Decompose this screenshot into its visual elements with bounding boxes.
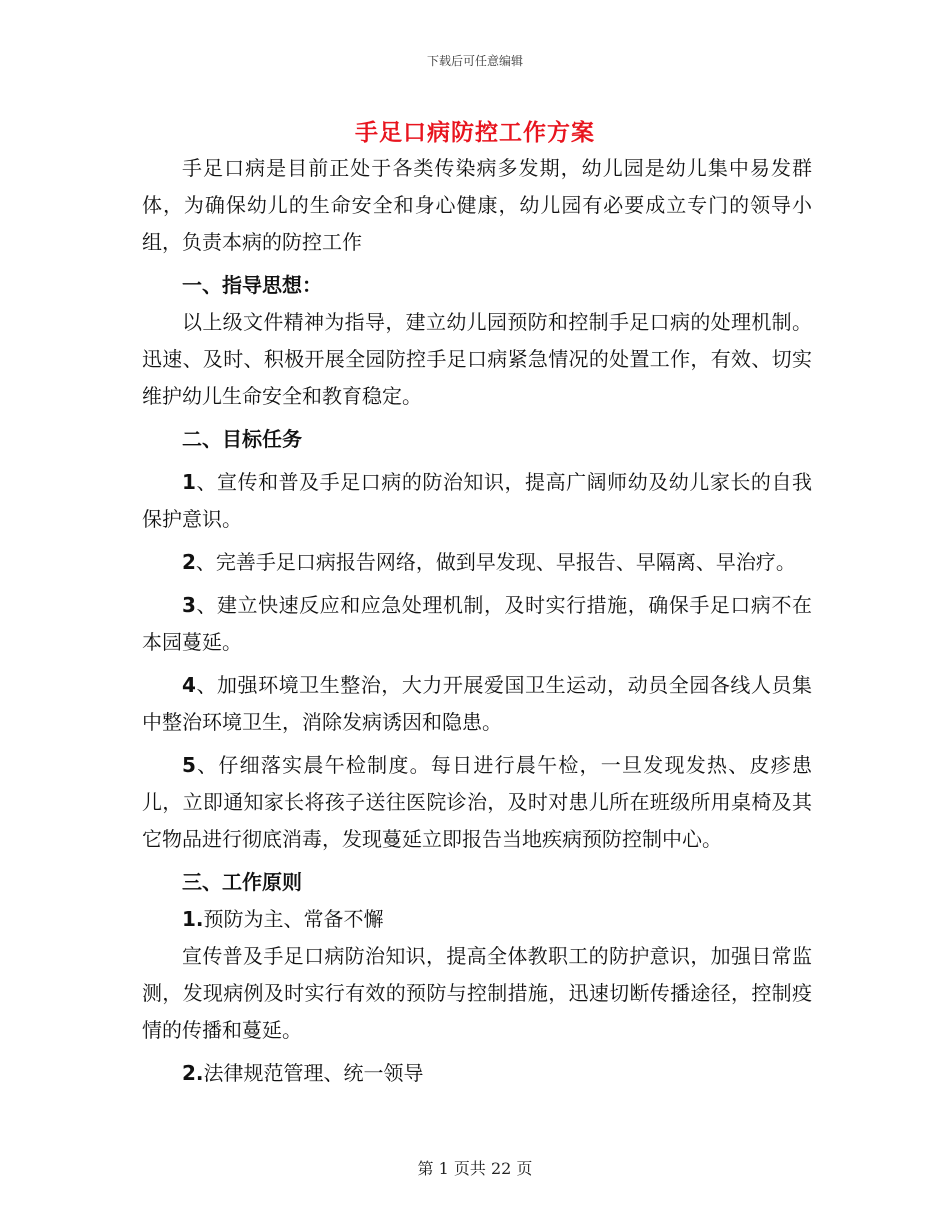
- list-item-number: 2: [182, 550, 196, 574]
- list-item-number: 5: [182, 753, 196, 777]
- subsection-number: 2.: [182, 1061, 204, 1085]
- list-item-number: 1: [182, 470, 196, 494]
- subsection1-title: [142, 901, 812, 938]
- section3-heading: 三、工作原则: [182, 870, 302, 894]
- subsection-title-text: 法律规范管理、统一领导: [203, 1061, 424, 1085]
- section1-body: 以上级文件精神为指导，建立幼儿园预防和控制手足口病的处理机制。迅速、及时、积极开展全园防控手足口病紧急情况的处置工作，有效、切实维护幼儿生命安全和教育稳定。: [142, 310, 812, 408]
- subsection1-body: 宣传普及手足口病防治知识，提高全体教职工的防护意识，加强日常监测，发现病例及时实行有效的预防与控制措施，迅速切断传播途径，控制疫情的传播和蔓延。: [142, 944, 812, 1042]
- subsection-title-text: 预防为主、常备不懈: [203, 907, 384, 931]
- list-item: [142, 464, 812, 538]
- list-item-text: 、建立快速反应和应急处理机制，及时实行措施，确保手足口病不在本园蔓延。: [142, 593, 812, 654]
- subsection2-title: [142, 1055, 812, 1092]
- list-item: [142, 544, 812, 581]
- section2-heading: 二、目标任务: [182, 427, 302, 451]
- header-note: 下载后可任意编辑: [426, 54, 523, 68]
- section1-heading: 一、指导思想：: [182, 273, 322, 297]
- list-item: [142, 667, 812, 741]
- list-item-number: 3: [182, 593, 196, 617]
- list-item: [142, 587, 812, 661]
- document-title: 手足口病防控工作方案: [355, 119, 595, 146]
- document-body: [142, 150, 812, 1092]
- list-item-text: 、完善手足口病报告网络，做到早发现、早报告、早隔离、早治疗。: [195, 550, 796, 574]
- list-item-text: 、仔细落实晨午检制度。每日进行晨午检，一旦发现发热、皮疹患儿，立即通知家长将孩子送往医院诊治，及时对患儿所在班级所用桌椅及其它物品进行彻底消毒，发现蔓延立即报告当地疾病预防控制中心。: [142, 753, 812, 851]
- list-item-text: 、宣传和普及手足口病的防治知识，提高广阔师幼及幼儿家长的自我保护意识。: [142, 470, 812, 531]
- intro-paragraph: 手足口病是目前正处于各类传染病多发期，幼儿园是幼儿集中易发群体，为确保幼儿的生命安全和身心健康，幼儿园有必要成立专门的领导小组，负责本病的防控工作: [142, 156, 812, 254]
- list-item: [142, 747, 812, 858]
- page-footer: 第 1 页共 22 页: [417, 1159, 533, 1178]
- list-item-number: 4: [182, 673, 196, 697]
- list-item-text: 、加强环境卫生整治，大力开展爱国卫生运动，动员全园各线人员集中整治环境卫生，消除发病诱因和隐患。: [142, 673, 812, 734]
- subsection-number: 1.: [182, 907, 204, 931]
